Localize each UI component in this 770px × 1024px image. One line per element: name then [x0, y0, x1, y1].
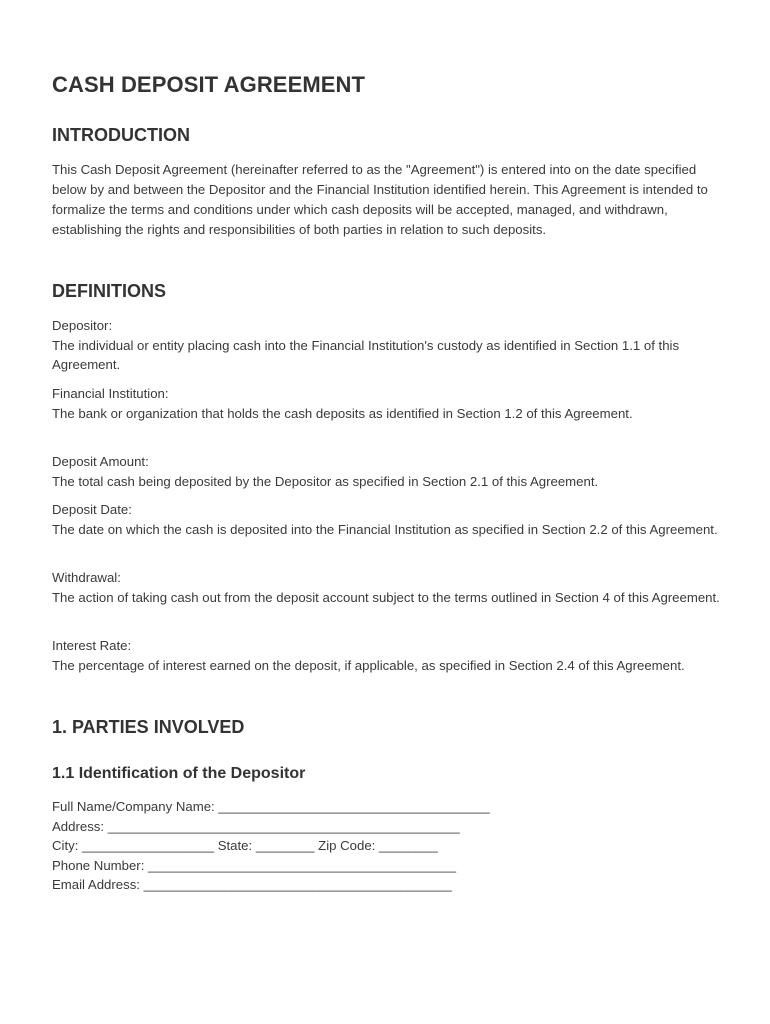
- document-title: CASH DEPOSIT AGREEMENT: [52, 72, 366, 97]
- address-field[interactable]: Address: ________________________________________________: [52, 818, 460, 834]
- email-address-field[interactable]: Email Address: __________________________________________: [52, 877, 452, 892]
- definition-item: [52, 568, 720, 607]
- definition-item: [52, 316, 720, 375]
- definition-item: [52, 384, 720, 423]
- definition-term: Withdrawal:: [52, 570, 121, 585]
- depositor-subheading: 1.1 Identification of the Depositor: [52, 765, 306, 782]
- full-name-field[interactable]: Full Name/Company Name: _____________________________________: [52, 799, 490, 814]
- definition-description: The action of taking cash out from the deposit account subject to the terms outlined in Section 4 of this Agreement.: [52, 589, 720, 605]
- definition-item: [52, 500, 720, 539]
- parties-heading: 1. PARTIES INVOLVED: [52, 717, 245, 737]
- introduction-paragraph: This Cash Deposit Agreement (hereinafter referred to as the "Agreement") is entered into on the date specified below by and between the Depositor and the Financial Institution identified herein. This Agreement is intended to formalize the terms and conditions under which cash deposits will be accepted, managed, and withdrawn, establishing the rights and responsibilities of both parties in relation to such deposits.: [52, 162, 708, 237]
- depositor-fields: [52, 797, 490, 895]
- definition-description: The date on which the cash is deposited into the Financial Institution as specified in Section 2.2 of this Agreement.: [52, 521, 718, 537]
- definition-term: Deposit Amount:: [52, 454, 149, 469]
- city-state-zip-field[interactable]: City: __________________ State: ________ Zip Code: ________: [52, 838, 438, 853]
- definitions-heading: DEFINITIONS: [52, 281, 167, 301]
- definition-description: The percentage of interest earned on the deposit, if applicable, as specified in Section 2.4 of this Agreement.: [52, 657, 685, 673]
- definition-term: Financial Institution:: [52, 386, 169, 401]
- definition-term: Deposit Date:: [52, 502, 132, 517]
- phone-number-field[interactable]: Phone Number: __________________________________________: [52, 857, 457, 873]
- definition-term: Depositor:: [52, 318, 113, 333]
- definition-description: The bank or organization that holds the cash deposits as identified in Section 1.2 of this Agreement.: [52, 405, 633, 421]
- definition-term: Interest Rate:: [52, 638, 132, 653]
- definition-description: The total cash being deposited by the Depositor as specified in Section 2.1 of this Agreement.: [52, 473, 599, 489]
- definition-item: [52, 636, 720, 675]
- definition-description: The individual or entity placing cash into the Financial Institution's custody as identified in Section 1.1 of this Agreement.: [52, 337, 680, 373]
- definition-item: [52, 452, 720, 491]
- introduction-heading: INTRODUCTION: [52, 125, 190, 145]
